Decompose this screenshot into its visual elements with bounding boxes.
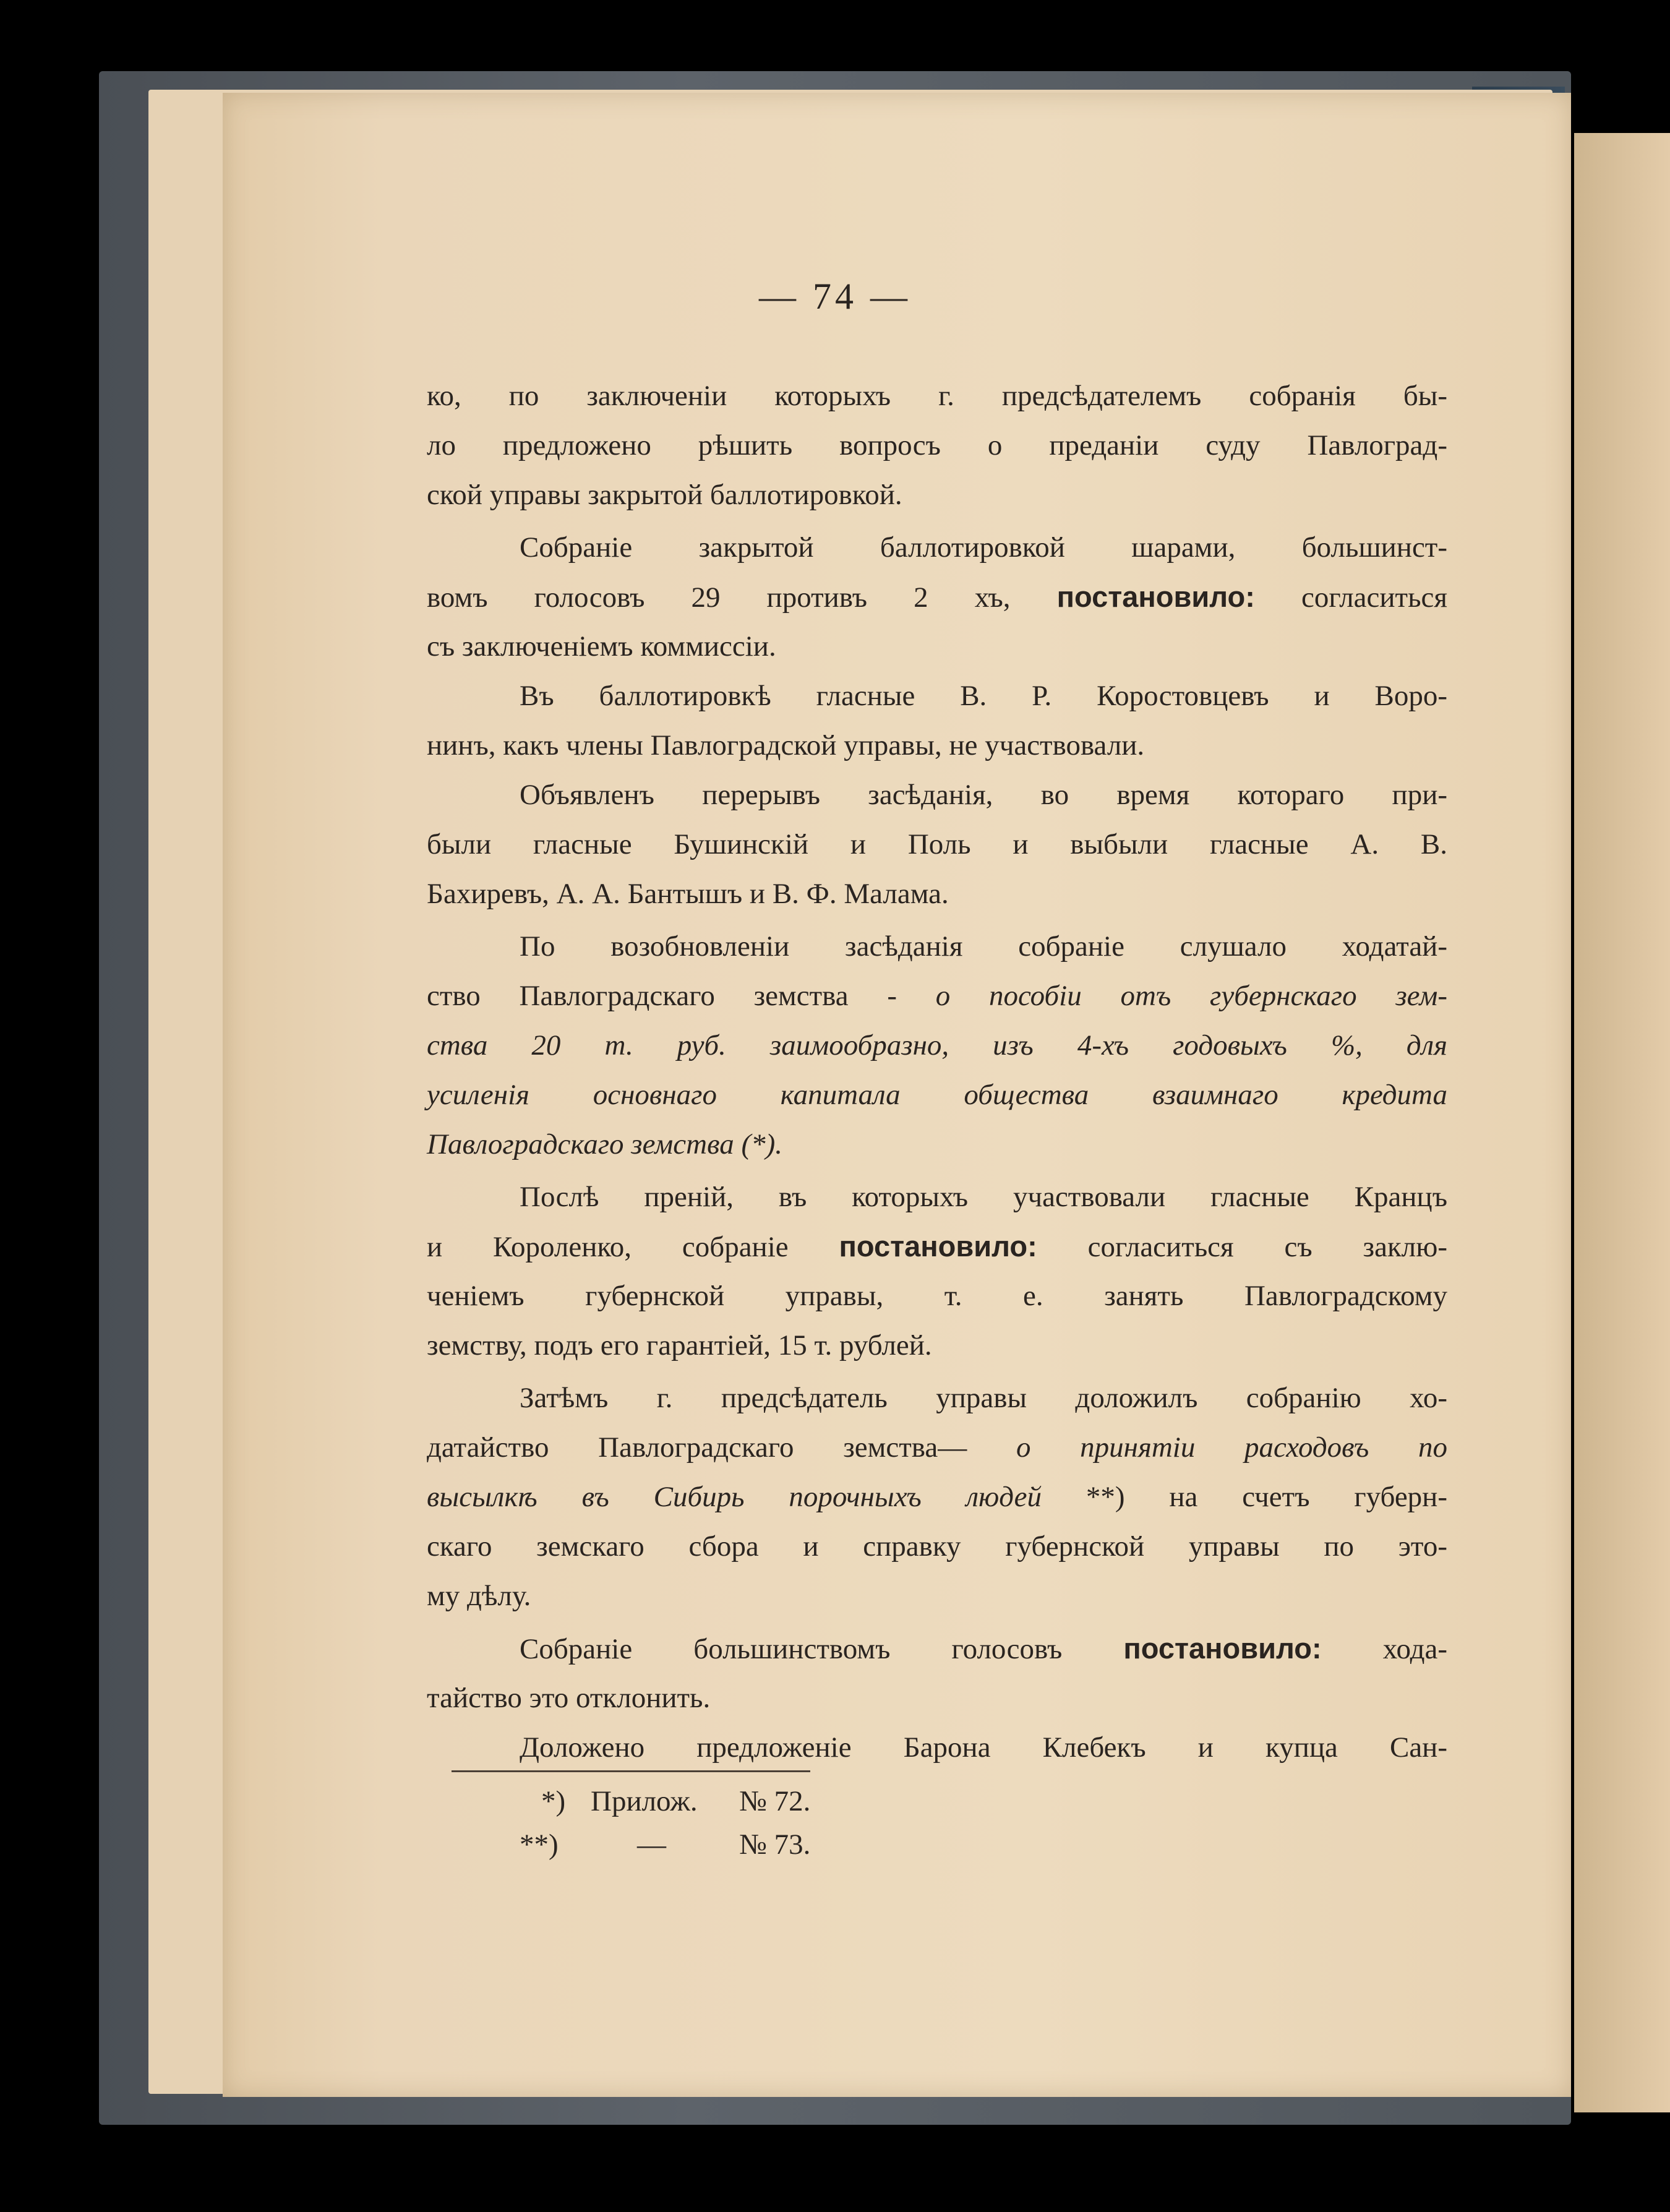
text-line: Затѣмъ г. предсѣдатель управы доложилъ собранію хо- xyxy=(520,1382,1447,1414)
footnote-text: — xyxy=(637,1828,666,1861)
text-span: и Короленко, собраніе xyxy=(427,1231,789,1263)
footnote-text: Прилож. xyxy=(591,1785,698,1817)
text-span: согласиться xyxy=(1301,581,1447,614)
decision-keyword: постановило: xyxy=(1123,1632,1322,1665)
italic-span: о пособіи отъ губернскаго зем- xyxy=(935,980,1447,1012)
text-line xyxy=(427,977,1447,1014)
text-line: По возобновленіи засѣданія собраніе слушало ходатай- xyxy=(520,930,1447,962)
text-line: земству, подъ его гарантіей, 15 т. рублей. xyxy=(427,1329,932,1361)
text-line: Объявленъ перерывъ засѣданія, во время котораго при- xyxy=(520,779,1447,811)
text-line: усиленія основнаго капитала общества взаимнаго кредита xyxy=(427,1079,1447,1111)
text-span: Собраніе большинствомъ голосовъ xyxy=(520,1633,1063,1665)
text-line: тайство это отклонить. xyxy=(427,1682,711,1714)
text-line: нинъ, какъ члены Павлоградской управы, не участвовали. xyxy=(427,729,1145,761)
text-line xyxy=(427,578,1447,616)
text-line xyxy=(427,1478,1447,1515)
italic-span: о принятіи расходовъ по xyxy=(1016,1431,1447,1464)
footnote-mark: **) xyxy=(520,1828,559,1861)
footnote-number: № 72. xyxy=(739,1785,811,1817)
text-span: хода- xyxy=(1382,1633,1448,1665)
text-span: согласиться съ заклю- xyxy=(1087,1231,1447,1263)
text-line: Павлоградскаго земства (*). xyxy=(427,1128,782,1160)
text-span: **) на счетъ губерн- xyxy=(1086,1481,1447,1513)
text-line xyxy=(427,1228,1447,1266)
text-span: вомъ голосовъ 29 противъ 2 хъ, xyxy=(427,581,1011,614)
decision-keyword: постановило: xyxy=(1056,580,1255,613)
text-line: ко, по заключеніи которыхъ г. предсѣдателемъ собранія бы- xyxy=(427,380,1447,412)
footnote-divider xyxy=(452,1770,810,1772)
page-number: — 74 — xyxy=(759,276,911,317)
adjacent-page xyxy=(1574,133,1670,2112)
text-line: скаго земскаго сбора и справку губернской управы по это- xyxy=(427,1530,1447,1563)
text-span: датайство Павлоградскаго земства— xyxy=(427,1431,967,1464)
text-line: Собраніе закрытой баллотировкой шарами, большинст- xyxy=(520,531,1447,564)
footnote-number: № 73. xyxy=(739,1828,811,1861)
text-line xyxy=(520,1630,1447,1668)
text-line: Въ баллотировкѣ гласные В. Р. Коростовцевъ и Воро- xyxy=(520,680,1447,712)
text-line: были гласные Бушинскій и Поль и выбыли гласные А. В. xyxy=(427,828,1447,860)
text-line xyxy=(427,1429,1447,1466)
footnote-mark: *) xyxy=(541,1785,566,1817)
text-line: му дѣлу. xyxy=(427,1580,531,1612)
text-line: ской управы закрытой баллотировкой. xyxy=(427,479,902,511)
text-line: Доложено предложеніе Барона Клебекъ и купца Сан- xyxy=(520,1731,1447,1764)
text-line: ло предложено рѣшить вопросъ о преданіи суду Павлоград- xyxy=(427,429,1447,461)
text-line: Бахиревъ, А. А. Бантышъ и В. Ф. Малама. xyxy=(427,878,949,910)
text-line: съ заключеніемъ коммиссіи. xyxy=(427,630,776,662)
text-span: ство Павлоградскаго земства - xyxy=(427,980,897,1012)
text-line: ства 20 т. руб. заимообразно, изъ 4-хъ годовыхъ %, для xyxy=(427,1029,1447,1061)
decision-keyword: постановило: xyxy=(839,1230,1037,1262)
text-line: ченіемъ губернской управы, т. е. занять Павлоградскому xyxy=(427,1280,1447,1312)
text-line: Послѣ преній, въ которыхъ участвовали гласные Кранцъ xyxy=(520,1181,1447,1213)
italic-span: высылкѣ въ Сибирь порочныхъ людей xyxy=(427,1481,1042,1513)
